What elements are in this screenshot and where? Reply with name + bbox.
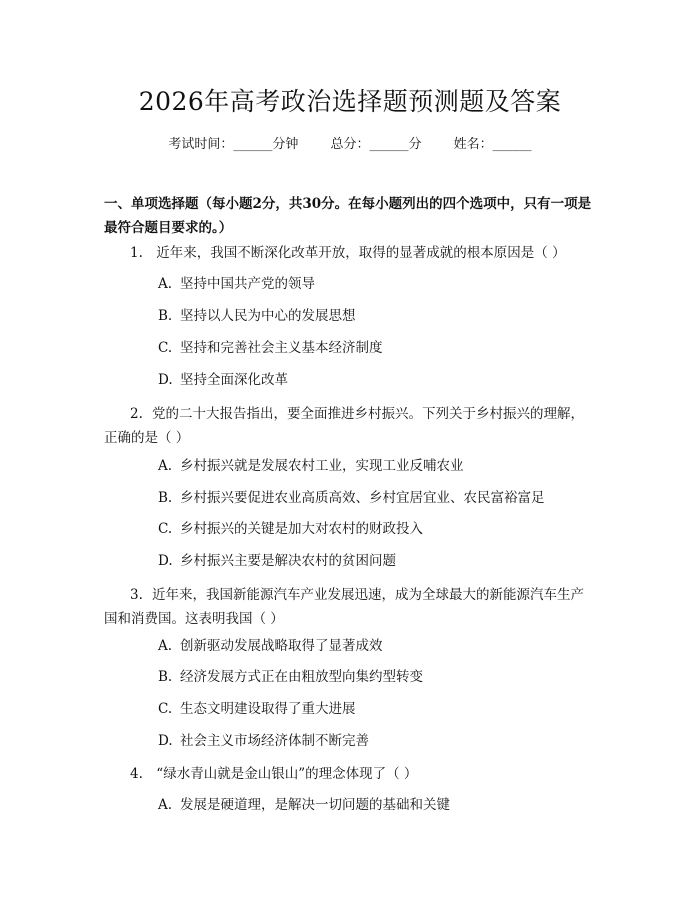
option-2d	[158, 551, 396, 571]
student-name-field: 姓名：______	[453, 137, 532, 152]
option-1c	[158, 338, 383, 358]
option-letter: D.	[158, 372, 173, 388]
question-4	[104, 762, 604, 786]
page-title: 2026年高考政治选择题预测题及答案	[138, 87, 562, 116]
question-1	[104, 241, 604, 265]
option-text: 坚持以人民为中心的发展思想	[180, 308, 356, 324]
exam-meta	[0, 133, 700, 152]
option-letter: A.	[158, 458, 173, 474]
exam-time-field: 考试时间：______分钟	[168, 137, 299, 152]
option-letter: C.	[158, 701, 173, 717]
option-letter: D.	[158, 553, 173, 569]
question-text-line2: 国和消费国。这表明我国（ ）	[104, 611, 284, 627]
option-text: 经济发展方式正在由粗放型向集约型转变	[180, 669, 423, 685]
option-2c	[158, 519, 423, 539]
total-score-field: 总分：______分	[330, 137, 422, 152]
question-text-line1: 党的二十大报告指出，要全面推进乡村振兴。下列关于乡村振兴的理解，	[152, 406, 584, 422]
option-letter: C.	[158, 521, 173, 537]
option-4a	[158, 795, 450, 815]
option-letter: B.	[158, 308, 173, 324]
option-3c	[158, 699, 356, 719]
option-letter: B.	[158, 669, 173, 685]
option-3b	[158, 667, 423, 687]
option-text: 坚持全面深化改革	[180, 372, 288, 388]
option-letter: A.	[158, 638, 173, 654]
question-text-line1: 近年来，我国新能源汽车产业发展迅速，成为全球最大的新能源汽车生产	[152, 587, 584, 603]
question-text: 近年来，我国不断深化改革开放，取得的显著成就的根本原因是（ ）	[156, 245, 566, 261]
option-2b	[158, 488, 545, 508]
option-2a	[158, 456, 464, 476]
question-3	[104, 583, 604, 631]
question-number: 3.	[130, 587, 143, 603]
option-1a	[158, 274, 315, 294]
option-text: 创新驱动发展战略取得了显著成效	[180, 638, 383, 654]
option-text: 坚持和完善社会主义基本经济制度	[180, 340, 383, 356]
option-text: 发展是硬道理，是解决一切问题的基础和关键	[180, 797, 450, 813]
question-text: “绿水青山就是金山银山”的理念体现了（ ）	[156, 766, 418, 782]
option-text: 社会主义市场经济体制不断完善	[180, 733, 369, 749]
question-number: 2.	[130, 406, 143, 422]
question-2	[104, 402, 604, 450]
option-text: 乡村振兴的关键是加大对农村的财政投入	[180, 521, 423, 537]
question-number: 1.	[130, 245, 143, 261]
option-letter: A.	[158, 797, 173, 813]
option-3d	[158, 731, 369, 751]
option-text: 坚持中国共产党的领导	[180, 276, 315, 292]
option-text: 生态文明建设取得了重大进展	[180, 701, 356, 717]
section-heading: 一、单项选择题（每小题2分，共30分。在每小题列出的四个选项中，只有一项是最符合题目要求的。）	[104, 196, 592, 236]
option-text: 乡村振兴要促进农业高质高效、乡村宜居宜业、农民富裕富足	[180, 490, 545, 506]
option-letter: D.	[158, 733, 173, 749]
option-1d	[158, 370, 288, 390]
option-1b	[158, 306, 356, 326]
option-letter: A.	[158, 276, 173, 292]
option-letter: C.	[158, 340, 173, 356]
option-text: 乡村振兴就是发展农村工业，实现工业反哺农业	[180, 458, 464, 474]
option-text: 乡村振兴主要是解决农村的贫困问题	[180, 553, 396, 569]
question-text-line2: 正确的是（ ）	[104, 430, 190, 446]
option-letter: B.	[158, 490, 173, 506]
question-number: 4.	[130, 766, 143, 782]
option-3a	[158, 636, 383, 656]
